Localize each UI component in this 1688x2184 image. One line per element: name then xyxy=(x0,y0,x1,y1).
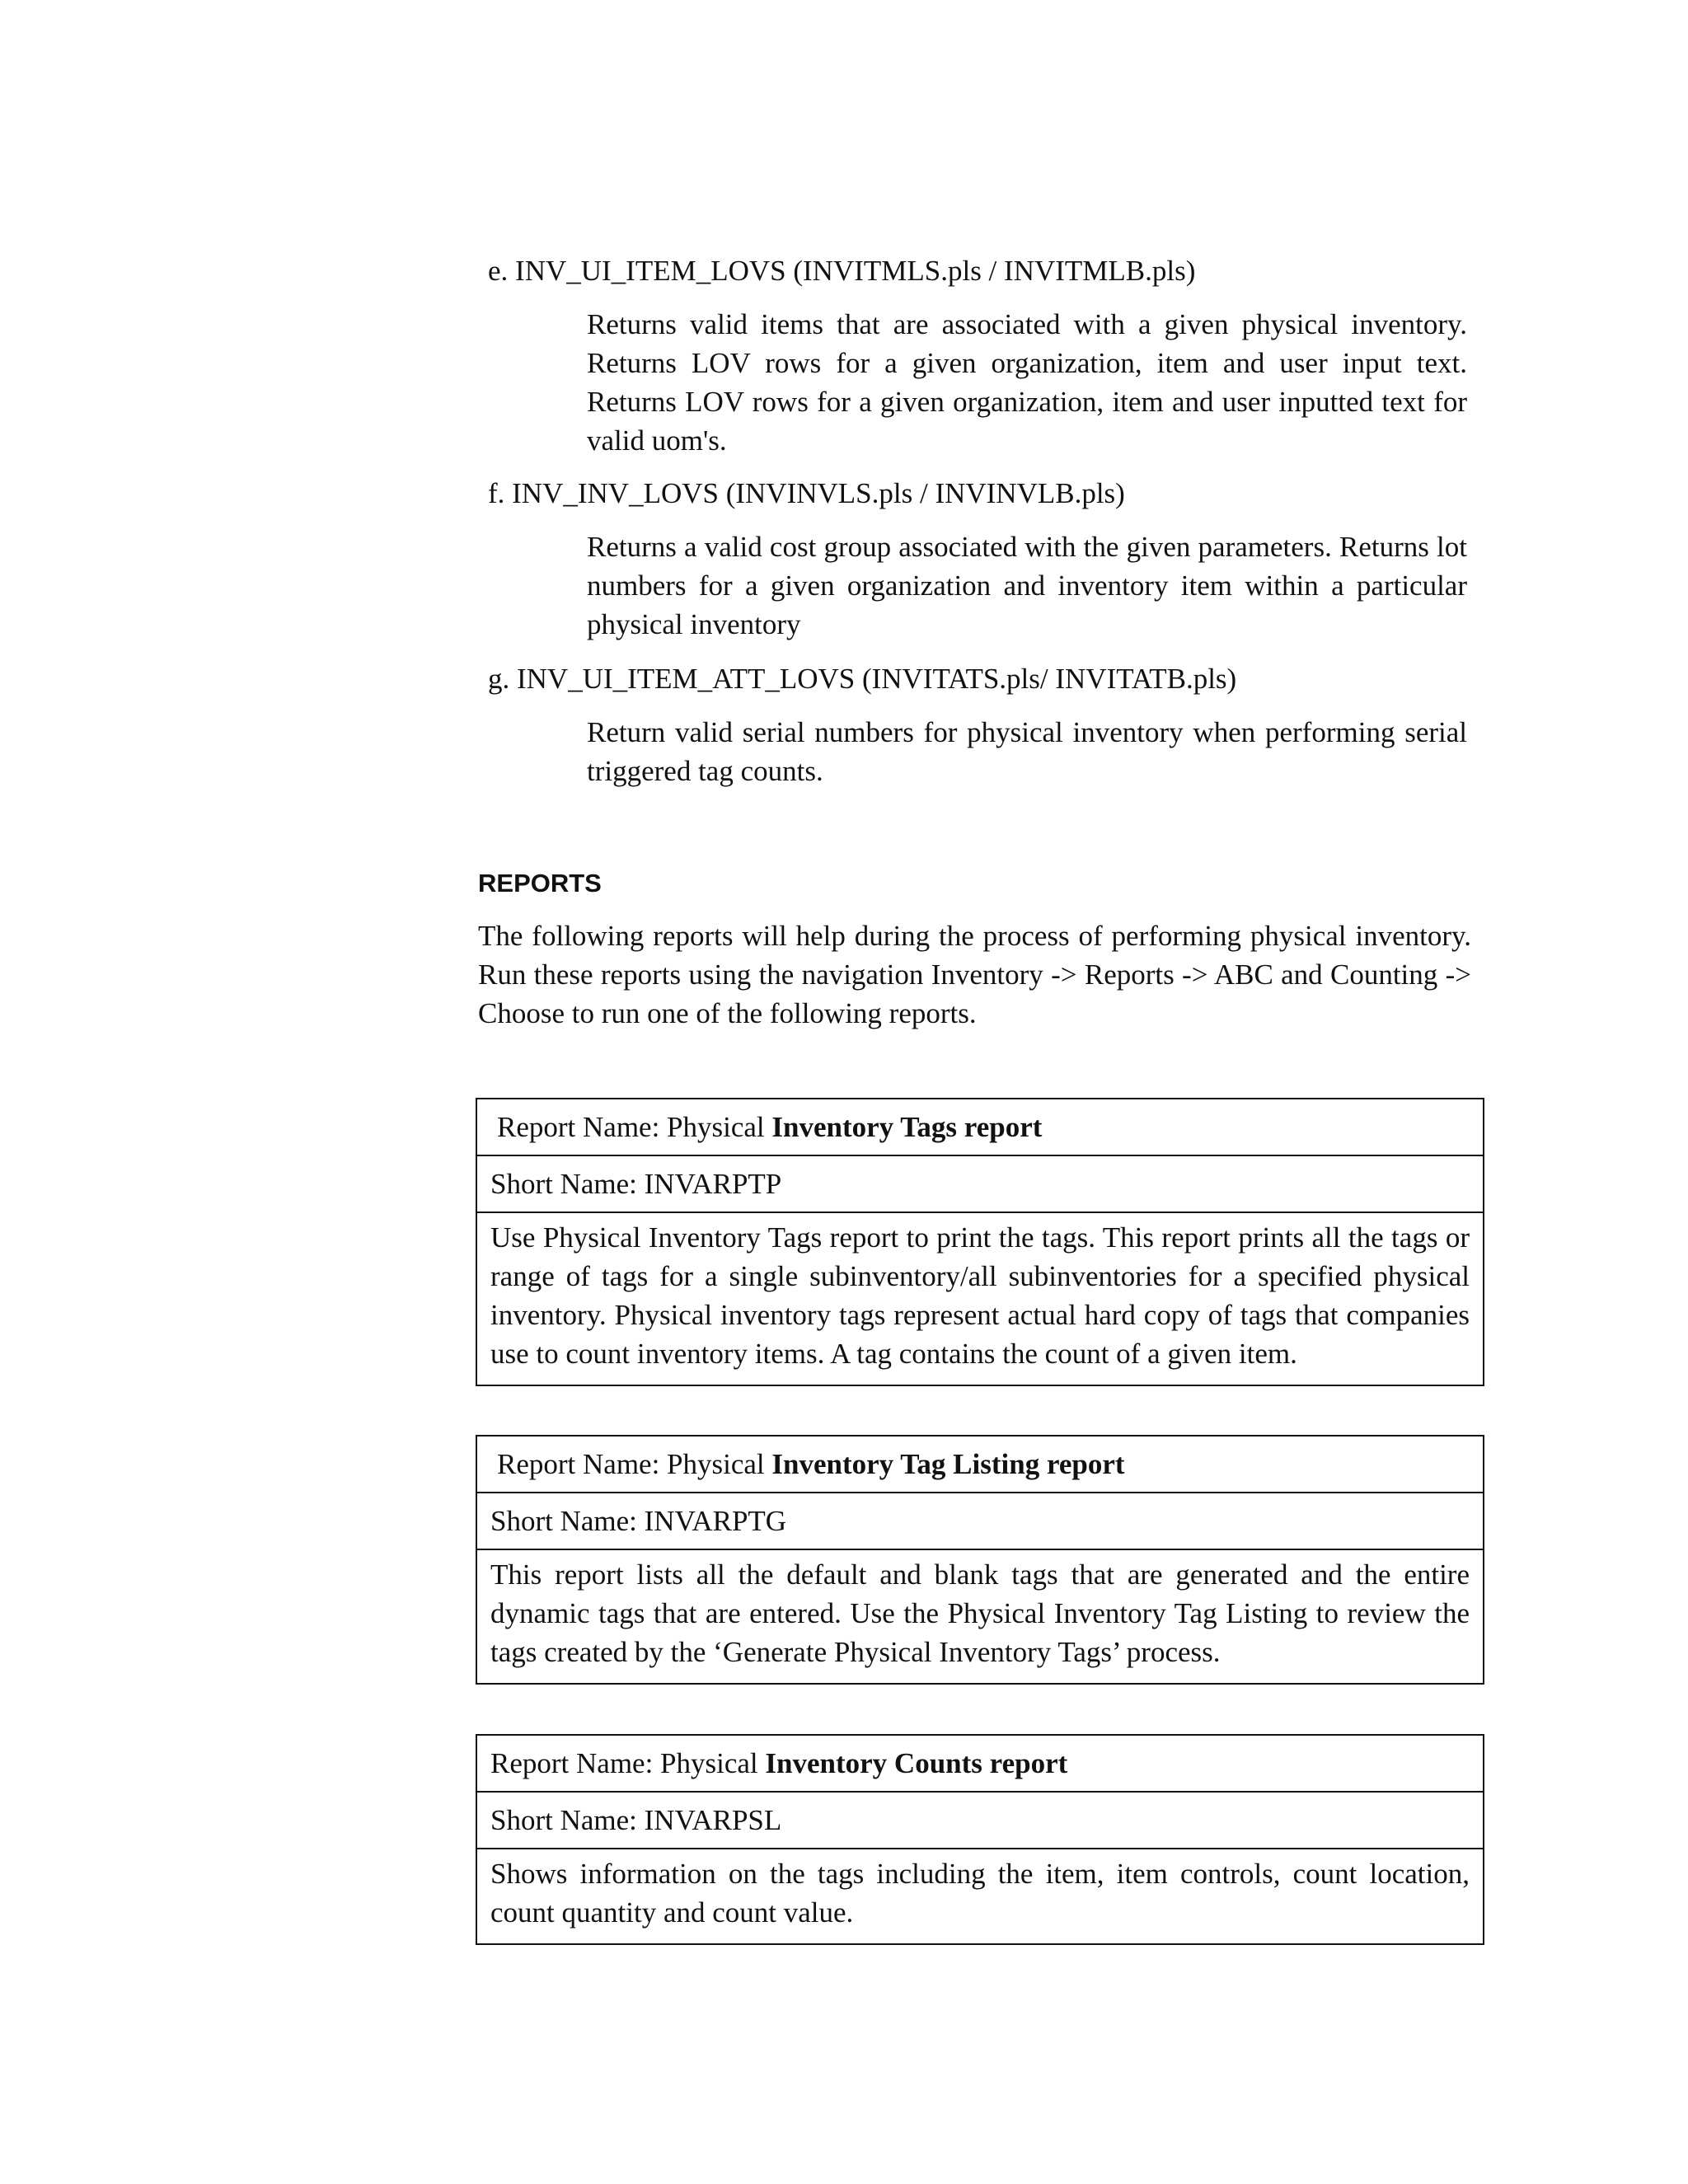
report-name-bold: Inventory Tag Listing report xyxy=(771,1448,1125,1480)
report-name-prefix: Report Name: Physical xyxy=(497,1111,772,1143)
reports-heading: REPORTS xyxy=(478,869,602,898)
report-description: Use Physical Inventory Tags report to print the tags. This report prints all the tags or range of tags for a single subinventory/all subinventories for a specified physical inventory. Physical inventory tags represent actual hard copy of tags that companies use to count inventory items. A tag contains the count of a given item. xyxy=(490,1221,1470,1370)
report-name-prefix: Report Name: Physical xyxy=(497,1448,772,1480)
report-name-row xyxy=(477,1099,1483,1156)
api-item-title: f. INV_INV_LOVS (INVINVLS.pls / INVINVLB.pls) xyxy=(488,477,1125,509)
api-item-f xyxy=(488,474,1477,644)
api-item-title: g. INV_UI_ITEM_ATT_LOVS (INVITATS.pls/ INVITATB.pls) xyxy=(488,663,1237,695)
api-item-e xyxy=(488,251,1477,460)
report-name-row xyxy=(477,1736,1483,1793)
report-box-tag-listing xyxy=(476,1435,1484,1685)
api-item-title: e. INV_UI_ITEM_LOVS (INVITMLS.pls / INVITMLB.pls) xyxy=(488,255,1196,287)
api-item-description: Returns a valid cost group associated with the given parameters. Returns lot numbers for a given organization and inventory item within a particular physical inventory xyxy=(587,531,1467,640)
report-box-tags xyxy=(476,1098,1484,1386)
report-box-counts xyxy=(476,1734,1484,1945)
report-name-bold: Inventory Tags report xyxy=(771,1111,1043,1143)
api-item-description: Returns valid items that are associated with a given physical inventory. Returns LOV rows for a given organization, item and user input text. Returns LOV rows for a given organization, item and user inputted text for valid uom's. xyxy=(587,308,1467,457)
report-short-name: Short Name: INVARPSL xyxy=(477,1793,1483,1849)
report-short-name: Short Name: INVARPTP xyxy=(477,1156,1483,1213)
report-description: Shows information on the tags including the item, item controls, count location, count quantity and count value. xyxy=(490,1858,1470,1929)
report-short-name: Short Name: INVARPTG xyxy=(477,1493,1483,1550)
report-description: This report lists all the default and blank tags that are generated and the entire dynamic tags that are entered. Use the Physical Inventory Tag Listing to review the tags created by the ‘Generate Physical Inventory Tags’ process. xyxy=(490,1558,1470,1668)
api-item-description: Return valid serial numbers for physical inventory when performing serial triggered tag counts. xyxy=(587,716,1467,787)
report-name-bold: Inventory Counts report xyxy=(765,1747,1068,1779)
api-item-g xyxy=(488,659,1477,790)
report-name-row xyxy=(477,1436,1483,1493)
report-name-prefix: Report Name: Physical xyxy=(490,1747,766,1779)
reports-intro: The following reports will help during the process of performing physical inventory. Run these reports using the navigation Inventory -> Reports -> ABC and Counting -> Choose to run one of the following reports. xyxy=(478,920,1471,1029)
